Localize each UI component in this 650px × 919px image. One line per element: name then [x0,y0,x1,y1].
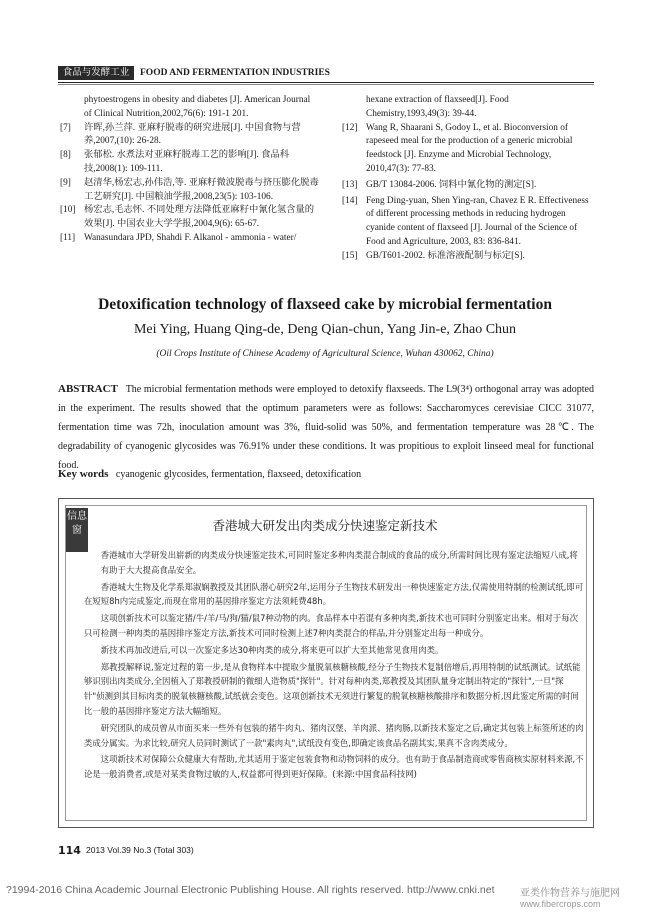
page-number: 114 [58,844,81,857]
journal-tag: 食品与发酵工业 [58,66,134,80]
news-paragraph: 新技术再加改进后,可以一次鉴定多达30种肉类的成分,将来更可以扩大至其他常见食用肉类。 [100,644,444,655]
keywords [58,468,594,480]
news-paragraph: 郑教授解释说,鉴定过程的第一步,是从食物样本中提取少量脱氧核糖核酸,经分子生物技术复制倍增后,再用特制的试纸测试。试纸能够识别出肉类成分,全因植入了郑教授研制的微细人造物质"探针"。针对每种肉类,郑教授及其团队量身定制出特定的"探针",一旦"探针"侦测到其目标肉类的脱氧核糖核酸,试纸就会变色。这项创新技术无须进行繁复的脱氧核糖核酸排序和数据分析,因此鉴定所需的时间比一般的基因排序鉴定方法大幅缩短。 [84,661,581,716]
news-badge: 信息窗 [66,508,88,552]
reference-item: [10] 杨宏志,毛志怀. 不同处理方法降低亚麻籽中氰化氢含量的效果[J]. 中国农业大学学报,2004,9(6): 65-67. [60,205,315,230]
reference-item: [12] Wang R, Shaarani S, Godoy L, et al. Bioconversion of rapeseed meal for the production of a generic microbial feedstock [J]. Enzyme and Microbial Technology, 2010,47(3): 77-83. [342,122,573,174]
news-paragraph: 这项新技术对保障公众健康大有帮助,尤其适用于鉴定包装食物和动物饲料的成分。也有助于食品制造商或零售商核实原材料来源,不论是一般消费者,或是对某类食物过敏的人,权益都可得到更好保障。(来源:中国食品科技网) [84,754,584,780]
news-paragraph: 研究团队的成员曾从市面买来一些外有包装的猪牛肉丸、猪肉汉堡、羊肉派、猪肉肠,以新技术鉴定之后,确定其包装上标签所述的肉类成分属实。为求比较,研究人员同时测试了一款"素肉丸",试纸没有变色,即确定该食品名副其实,果真不含肉类成分。 [84,722,584,748]
abstract [58,380,594,475]
reference-item: phytoestrogens in obesity and diabetes [J]. American Journal of Clinical Nutrition,2002,76(6): 191-1 201. [84,95,311,119]
news-paragraph: 香港城大生物及化学系郑淑娴教授及其团队潜心研究2年,运用分子生物技术研发出一种快速鉴定方法,仅需使用特制的检测试纸,即可在短短8h内完成鉴定,而现在常用的基因排序鉴定方法须耗费48h。 [84,581,584,607]
keywords-label: Key words [58,468,109,480]
reference-item: [9] 赵清华,杨宏志,孙伟浩,等. 亚麻籽微波脱毒与挤压膨化脱毒工艺研究[J]. 中国粮油学报,2008,23(5): 103-106. [60,177,319,202]
watermark-cn: 亚类作物营养与施肥网 [520,888,620,899]
reference-item: [15] GB/T601-2002. 标准溶液配制与标定[S]. [342,250,525,261]
references-left [58,94,320,246]
copyright-line: ?1994-2016 China Academic Journal Electronic Publishing House. All rights reserved. http://www.cnki.net [6,884,495,896]
references-right [340,94,594,264]
news-paragraph: 香港城市大学研发出崭新的肉类成分快速鉴定技术,可同时鉴定多种肉类混合制成的食品的成分,所需时间比现有鉴定法缩短八成,将有助于大大提高食品安全。 [100,550,578,575]
news-paragraph: 这项创新技术可以鉴定猪/牛/羊/马/狗/猫/鼠7种动物的肉。食品样本中若混有多种肉类,新技术也可同时分别鉴定出来。相对于每次只可检测一种肉类的基因排序鉴定方法,新技术可同时检测上述7种肉类混合的样品,并分别鉴定出每一种成分。 [84,613,578,638]
header-rule-thin [58,84,594,85]
abstract-label: ABSTRACT [58,383,118,395]
issue-info: 2013 Vol.39 No.3 (Total 303) [86,845,194,855]
header-rule [58,82,594,83]
reference-item: [11] Wanasundara JPD, Shahdi F. Alkanol - ammonia - water/ [60,232,297,243]
reference-item: [8] 张郁松. 水煮法对亚麻籽脱毒工艺的影响[J]. 食品科技,2008(1): 109-111. [60,150,290,174]
reference-item: [7] 许晖,孙兰萍. 亚麻籽脱毒的研究进展[J]. 中国食物与营养,2007,(10): 26-28. [60,122,301,147]
article-title: Detoxification technology of flaxseed cake by microbial fermentation [98,296,552,313]
article-affiliation: (Oil Crops Institute of Chinese Academy of Agricultural Science, Wuhan 430062, China) [156,349,494,359]
reference-item: [14] Feng Ding-yuan, Shen Ying-ran, Chavez E R. Effectiveness of different processing methods in reducing hydrogen cyanide content of flaxseed [J]. Journal of the Science of Food and Agriculture, 2003, 83: 836-841. [342,195,589,247]
journal-name-en: FOOD AND FERMENTATION INDUSTRIES [140,68,330,78]
keywords-text: cyanogenic glycosides, fermentation, flaxseed, detoxification [115,469,362,480]
news-title: 香港城大研发出肉类成分快速鉴定新技术 [212,518,438,533]
reference-item: [13] GB/T 13084-2006. 饲料中氰化物的测定[S]. [342,179,537,190]
watermark-url: www.fibercrops.com [520,899,601,909]
article-authors: Mei Ying, Huang Qing-de, Deng Qian-chun, Yang Jin-e, Zhao Chun [133,322,517,337]
abstract-text: The microbial fermentation methods were employed to detoxify flaxseeds. The L9(3⁴) orthogonal array was adopted in the experiment. The results showed that the optimum parameters were as follows: Saccharomyces cerevisiae CICC 31077, fermentation time was 72h, inoculation amount was 3%, fluid-solid was 50%, and fermentation temperature was 28℃. The degradability of cyanogenic glycosides was 76.91% under these conditions. It was propitious to exploit linseed meal for functional food. [58,384,594,471]
reference-item: hexane extraction of flaxseed[J]. Food Chemistry,1993,49(3): 39-44. [366,95,509,119]
news-body [84,548,584,784]
